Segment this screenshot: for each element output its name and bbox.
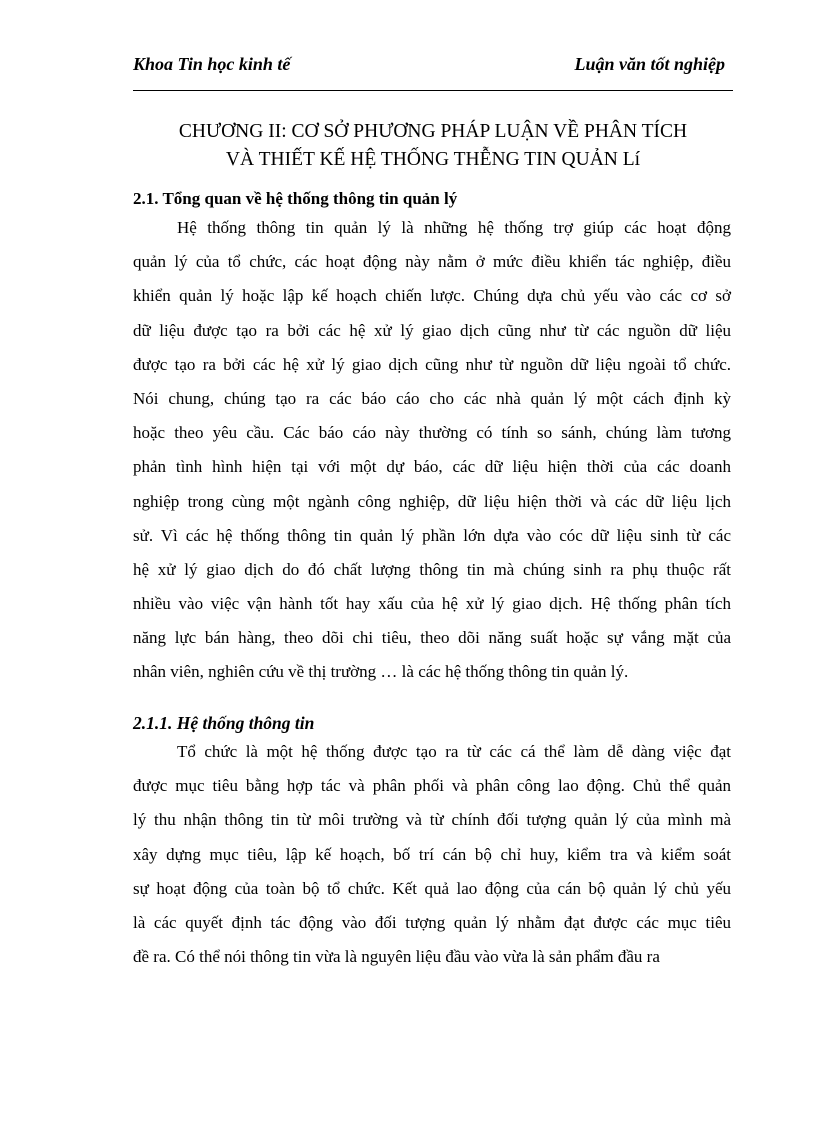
paragraph-line: hoặc theo yêu cầu. Các báo cáo này thường có tính so sánh, chúng làm tương — [133, 423, 731, 443]
paragraph-line: nhiều vào việc vận hành tốt hay xấu của hệ xử lý giao dịch. Hệ thống phân tích — [133, 594, 731, 614]
paragraph-line: Tổ chức là một hệ thống được tạo ra từ các cá thể làm dễ dàng việc đạt — [177, 742, 731, 761]
paragraph-line: nghiệp trong cùng một ngành công nghiệp, dữ liệu hiện thời và các dữ liệu lịch — [133, 491, 731, 511]
chapter-title — [133, 118, 733, 174]
paragraph-line: phản tình hình hiện tại với một dự báo, các dữ liệu hiện thời của các doanh — [133, 457, 731, 477]
paragraph-line: nhân viên, nghiên cứu về thị trường … là các hệ thống thông tin quản lý. — [133, 662, 629, 682]
paragraph-line: khiển quản lý hoặc lập kế hoạch chiến lược. Chúng dựa chủ yếu vào các cơ sở — [133, 286, 731, 306]
header-faculty: Khoa Tin học kinh tế — [133, 54, 291, 74]
paragraph-line: sự hoạt động của toàn bộ tổ chức. Kết quả lao động của cán bộ quản lý chủ yếu — [133, 878, 731, 898]
paragraph-line: dữ liệu được tạo ra bởi các hệ xử lý giao dịch cũng như từ các nguồn dữ liệu — [133, 320, 731, 340]
paragraph-line: là các quyết định tác động vào đối tượng quản lý nhằm đạt được các mục tiêu — [133, 912, 731, 932]
paragraph-line: được mục tiêu bằng hợp tác và phân phối và phân công lao động. Chủ thể quản — [133, 776, 731, 796]
chapter-title-line-2: VÀ THIẾT KẾ HỆ THỐNG THỄNG TIN QUẢN Lí — [225, 149, 641, 170]
paragraph-line: sử. Vì các hệ thống thông tin quản lý phần lớn dựa vào cóc dữ liệu sinh từ các — [133, 525, 731, 545]
section-heading-2-1-1: 2.1.1. Hệ thống thông tin — [133, 713, 315, 733]
paragraph-line: đề ra. Có thể nói thông tin vừa là nguyên liệu đầu vào vừa là sản phẩm đầu ra — [133, 947, 660, 967]
paragraph-line: xây dựng mục tiêu, lập kế hoạch, bố trí cán bộ chỉ huy, kiểm tra và kiểm soát — [133, 844, 731, 864]
paragraph-line: Nói chung, chúng tạo ra các báo cáo cho các nhà quản lý một cách định kỳ — [133, 388, 731, 408]
paragraph-line: được tạo ra bởi các hệ xử lý giao dịch cũng như từ nguồn dữ liệu ngoài tổ chức. — [133, 354, 731, 374]
chapter-title-line-1: CHƯƠNG II: CƠ SỞ PHƯƠNG PHÁP LUẬN VỀ PHÂN TÍCH — [178, 121, 688, 142]
page-header — [133, 50, 733, 91]
paragraph-section-2-1 — [133, 211, 731, 690]
paragraph-line: năng lực bán hàng, theo dõi chi tiêu, theo dõi năng suất hoặc sự vắng mặt của — [133, 628, 731, 648]
paragraph-line: quản lý của tổ chức, các hoạt động này nằm ở mức điều khiển tác nghiệp, điều — [133, 252, 731, 272]
paragraph-line: Hệ thống thông tin quản lý là những hệ thống trợ giúp các hoạt động — [177, 218, 731, 237]
header-thesis-label: Luận văn tốt nghiệp — [574, 54, 725, 74]
section-heading-2-1: 2.1. Tổng quan về hệ thống thông tin quản lý — [133, 189, 458, 208]
paragraph-section-2-1-1 — [133, 735, 731, 974]
paragraph-line: hệ xử lý giao dịch do đó chất lượng thông tin mà chúng sinh ra phụ thuộc rất — [133, 559, 731, 579]
paragraph-line: lý thu nhận thông tin từ môi trường và từ chính đối tượng quản lý của mình mà — [133, 810, 731, 830]
